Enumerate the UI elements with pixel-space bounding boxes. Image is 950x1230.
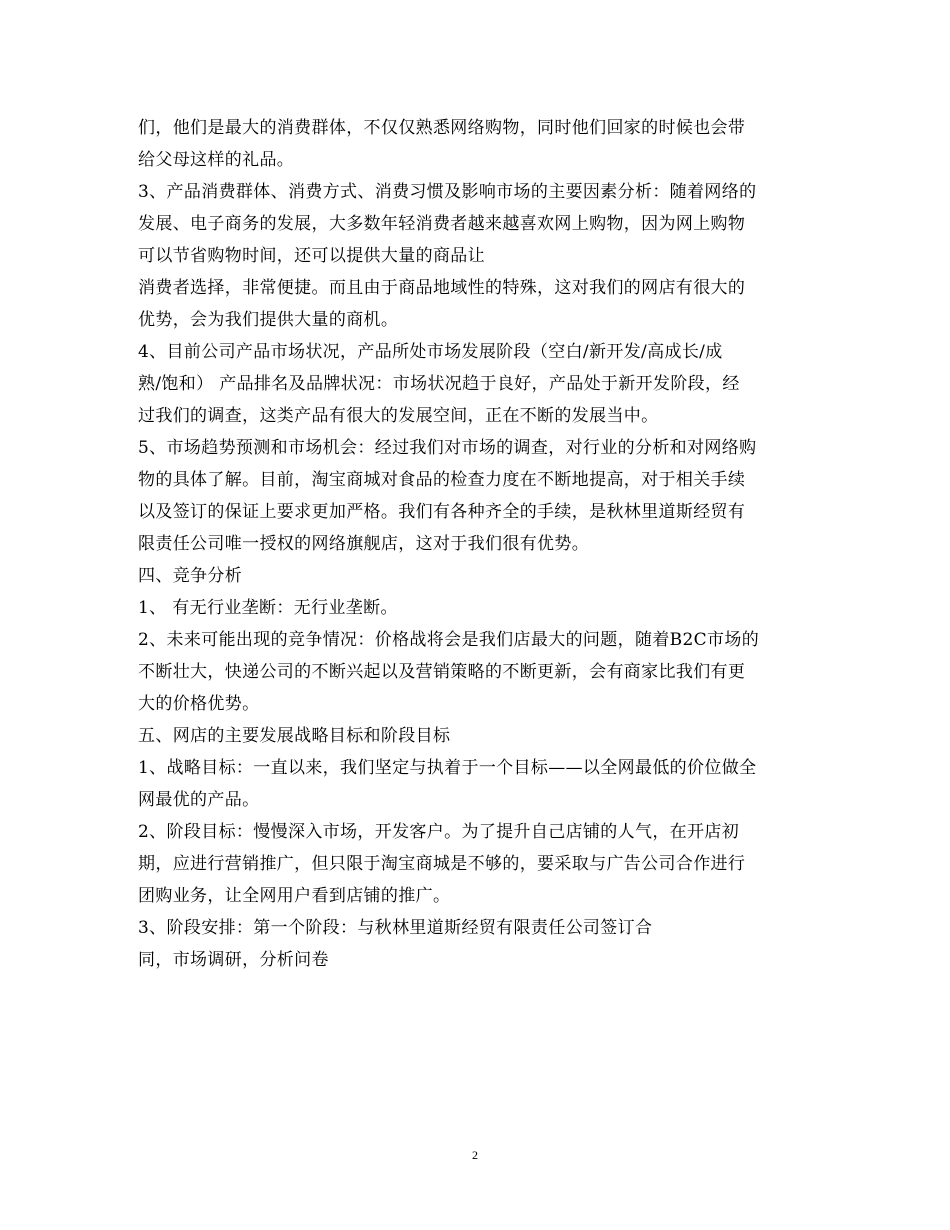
section-heading: 四、竞争分析: [138, 566, 243, 586]
text-line: 1、战略目标：一直以来，我们坚定与执着于一个目标——以全网最低的价位做全: [138, 758, 757, 778]
text-line: 发展、电子商务的发展，大多数年轻消费者越来越喜欢网上购物，因为网上购物: [138, 214, 746, 234]
section-heading: 五、网店的主要发展战略目标和阶段目标: [138, 726, 451, 746]
text-line: 团购业务，让全网用户看到店铺的推广。: [138, 886, 451, 906]
text-line: 消费者选择，非常便捷。而且由于商品地域性的特殊，这对我们的网店有很大的: [138, 278, 746, 298]
text-line: 过我们的调查，这类产品有很大的发展空间，正在不断的发展当中。: [138, 406, 659, 426]
text-line: 以及签订的保证上要求更加严格。我们有各种齐全的手续，是秋林里道斯经贸有: [138, 502, 746, 522]
text-line: 熟/饱和） 产品排名及品牌状况：市场状况趋于良好，产品处于新开发阶段，经: [138, 374, 740, 394]
text-line: 3、产品消费群体、消费方式、消费习惯及影响市场的主要因素分析：随着网络的: [138, 182, 757, 202]
text-line: 4、目前公司产品市场状况，产品所处市场发展阶段（空白/新开发/高成长/成: [138, 342, 723, 362]
text-line: 5、市场趋势预测和市场机会：经过我们对市场的调查，对行业的分析和对网络购: [138, 438, 757, 458]
text-line: 网最优的产品。: [138, 790, 260, 810]
text-line: 们，他们是最大的消费群体，不仅仅熟悉网络购物，同时他们回家的时候也会带: [138, 118, 746, 138]
text-line: 限责任公司唯一授权的网络旗舰店，这对于我们很有优势。: [138, 534, 590, 554]
text-line: 物的具体了解。目前，淘宝商城对食品的检查力度在不断地提高，对于相关手续: [138, 470, 746, 490]
text-line: 2、阶段目标：慢慢深入市场，开发客户。为了提升自己店铺的人气，在开店初: [138, 822, 740, 842]
text-line: 期，应进行营销推广，但只限于淘宝商城是不够的，要采取与广告公司合作进行: [138, 854, 746, 874]
text-line: 可以节省购物时间，还可以提供大量的商品让: [138, 246, 485, 266]
text-line: 大的价格优势。: [138, 694, 260, 714]
text-line: 优势，会为我们提供大量的商机。: [138, 310, 399, 330]
text-line: 3、阶段安排：第一个阶段：与秋林里道斯经贸有限责任公司签订合: [138, 918, 653, 938]
text-line: 1、 有无行业垄断：无行业垄断。: [138, 598, 398, 618]
text-line: 给父母这样的礼品。: [138, 150, 295, 170]
document-body: [138, 112, 818, 976]
text-line: 2、未来可能出现的竞争情况：价格战将会是我们店最大的问题，随着B2C市场的: [138, 630, 760, 650]
text-line: 不断壮大，快递公司的不断兴起以及营销策略的不断更新，会有商家比我们有更: [138, 662, 746, 682]
text-line: 同，市场调研，分析问卷: [138, 950, 329, 970]
page-number: 2: [472, 1148, 478, 1162]
